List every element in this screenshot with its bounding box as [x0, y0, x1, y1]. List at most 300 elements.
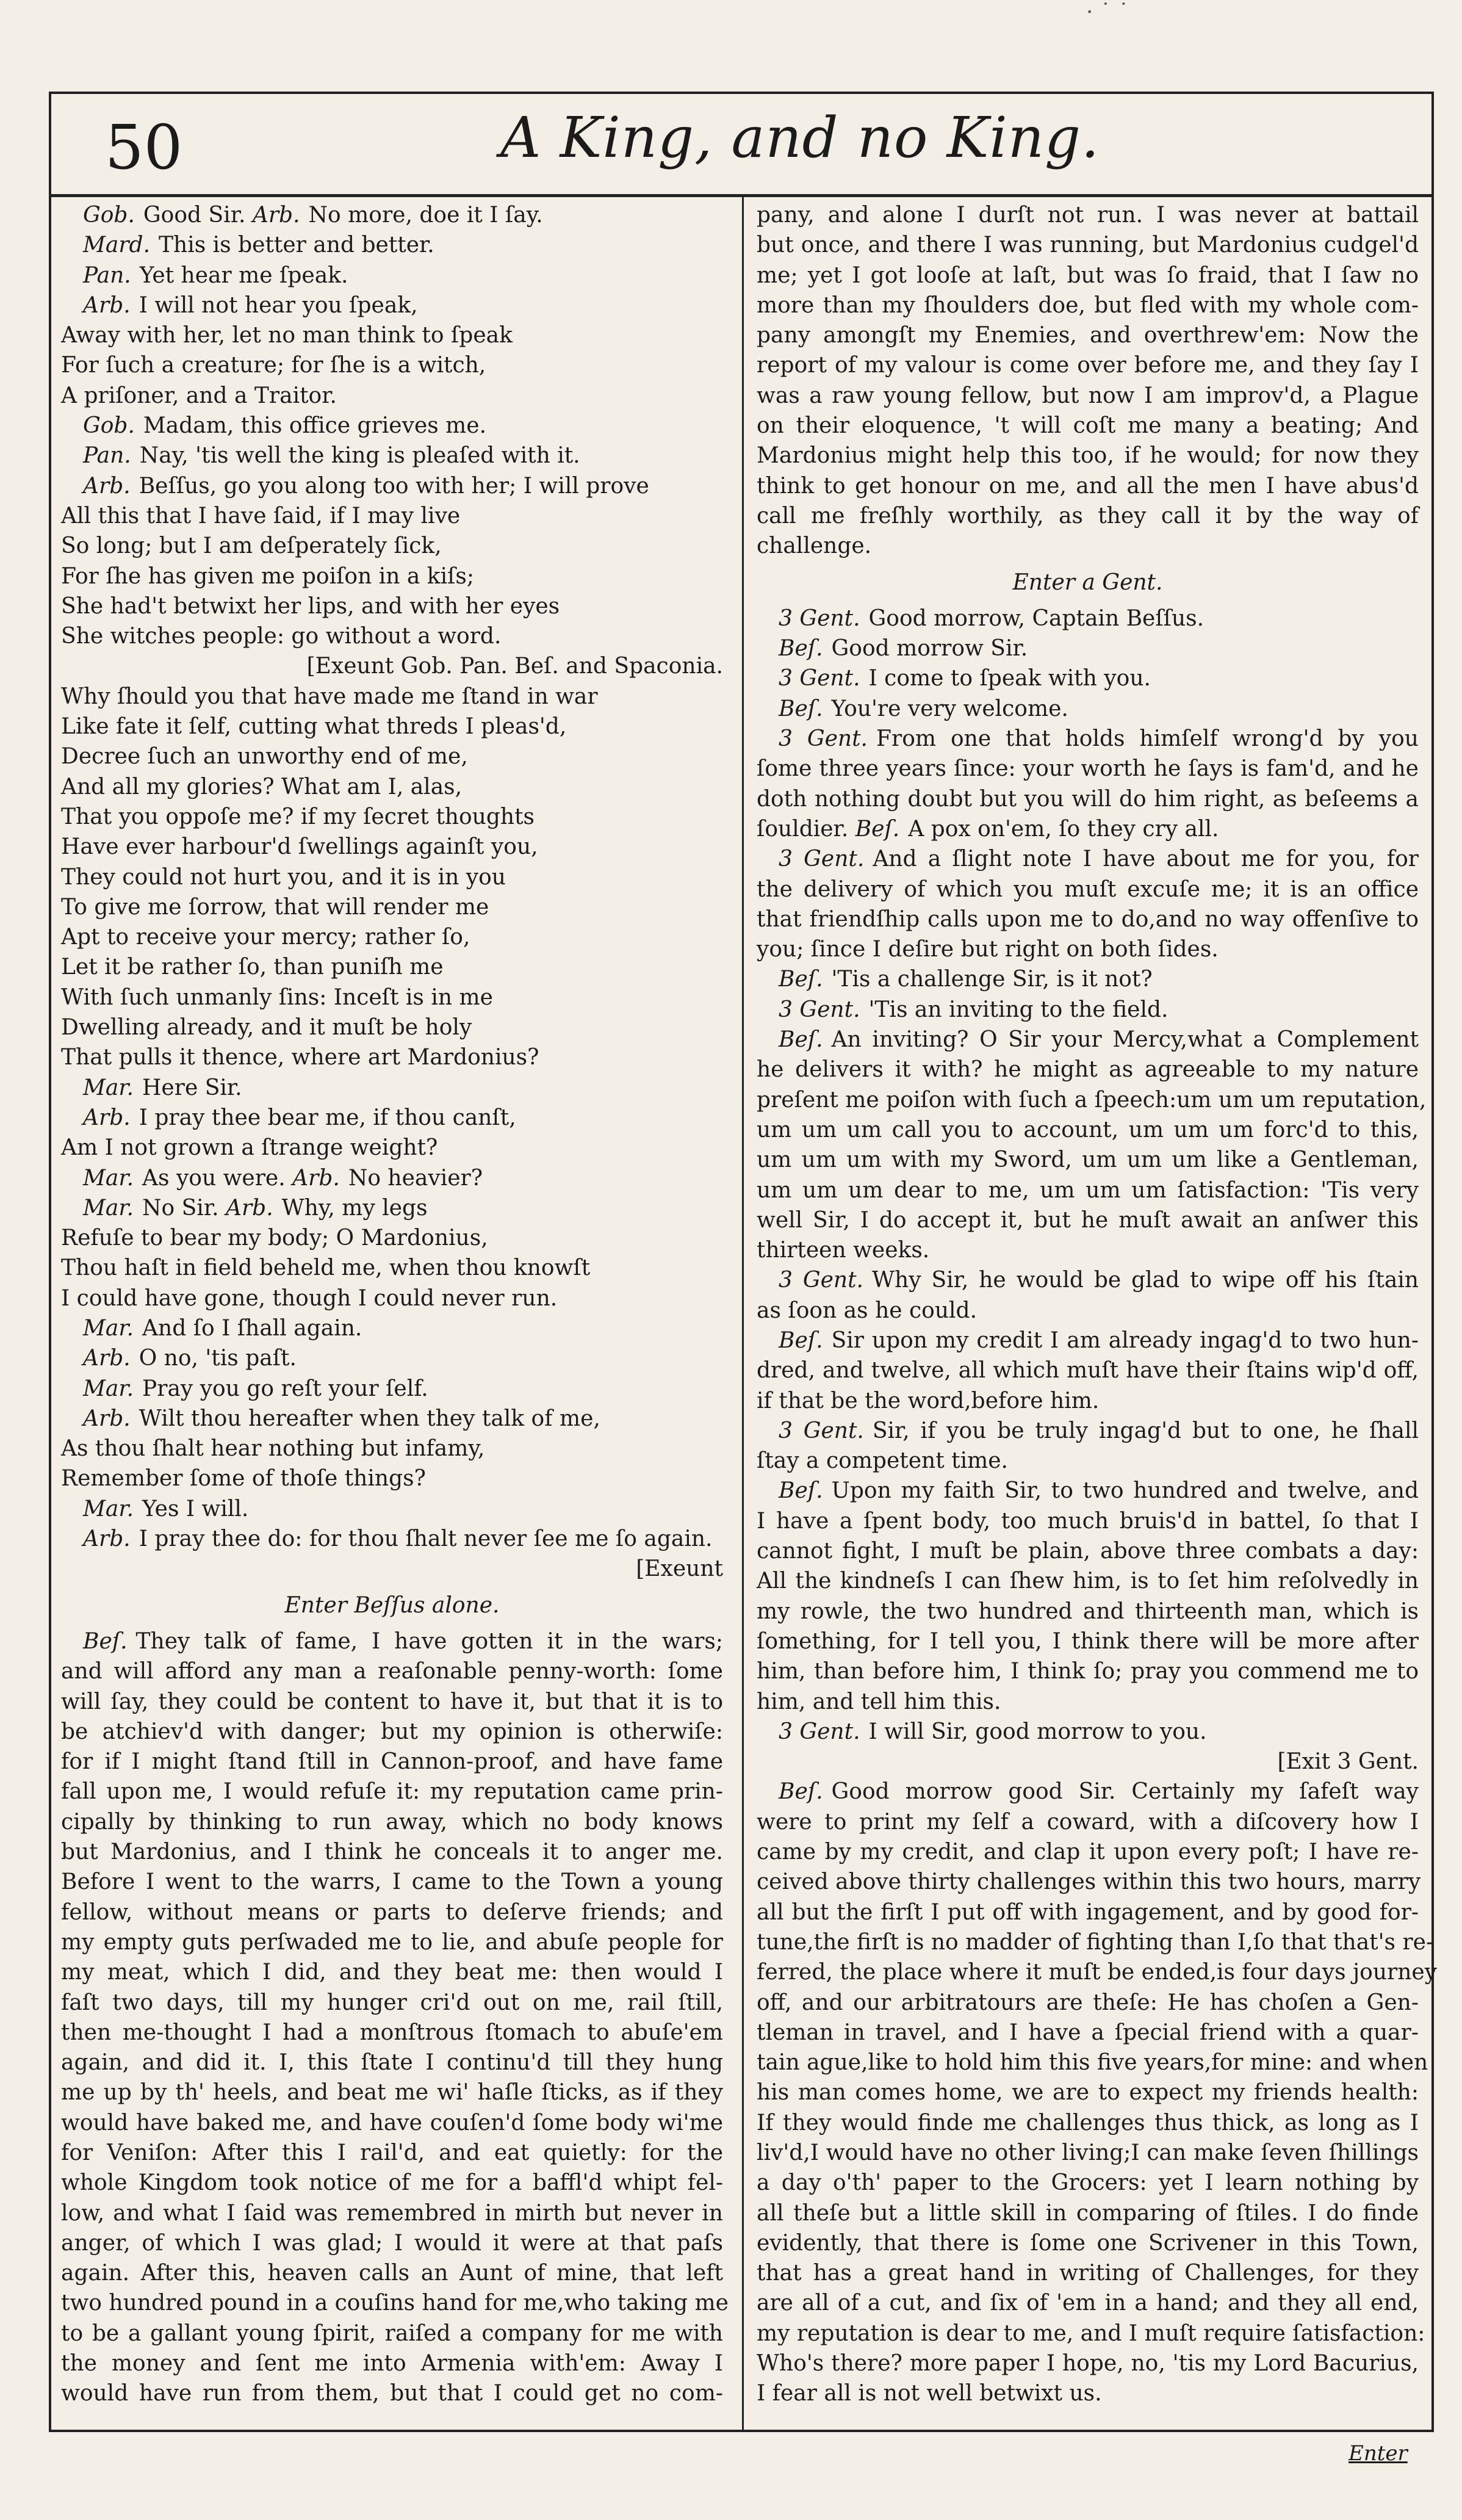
- speaker-name: Arb.: [83, 1346, 131, 1371]
- line-text: I fear all is not well betwixt us.: [757, 2381, 1102, 2406]
- speaker-name: Mard.: [83, 233, 151, 258]
- text-line: [61, 1283, 723, 1313]
- line-text: for Veniſon: After this I rail'd, and eat quietly: for the: [61, 2140, 723, 2165]
- speaker-name: 3 Gent.: [779, 726, 868, 752]
- speech-line: [61, 1404, 723, 1434]
- line-text: you; ſince I deſire but right on both ſides.: [757, 937, 1219, 962]
- speech-line: [757, 1025, 1419, 1055]
- text-line: [757, 754, 1419, 784]
- line-text: 'Tis an inviting to the field.: [868, 997, 1169, 1022]
- line-text: That you oppoſe me? if my ſecret thoughts: [61, 804, 535, 829]
- text-line: [61, 802, 723, 832]
- line-text: came by my credit, and clap it upon every poſt; I have re-: [757, 1839, 1419, 1865]
- line-text: would have baked me, and have couſen'd ſome body wi'me: [61, 2110, 723, 2136]
- speaker-name: 3 Gent.: [779, 847, 865, 872]
- text-line: [61, 1042, 723, 1072]
- line-text: Good Sir.: [143, 203, 253, 228]
- speech-line: [757, 1777, 1419, 1807]
- speech-line: [61, 1073, 723, 1103]
- line-text: Am I not grown a ſtrange weight?: [61, 1135, 438, 1161]
- speech-line: [757, 724, 1419, 754]
- text-line: [61, 952, 723, 982]
- line-text: fellow, without means or parts to deſerve friends; and: [61, 1899, 723, 1925]
- text-line: [61, 892, 723, 922]
- text-line: [757, 2378, 1419, 2408]
- line-text: She had't betwixt her lips, and with her eyes: [61, 593, 560, 619]
- text-line: [61, 1867, 723, 1897]
- stage-direction: Enter a Gent.: [1012, 569, 1163, 595]
- text-line: [757, 1145, 1419, 1175]
- speaker-name: Gob.: [83, 203, 135, 228]
- line-text: I have a ſpent body, too much bruis'd in battel, ſo that I: [757, 1508, 1419, 1534]
- text-line: [61, 2078, 723, 2107]
- text-line: [757, 1807, 1419, 1837]
- text-line: [61, 501, 723, 531]
- line-text: Apt to receive your mercy; rather ſo,: [61, 925, 470, 950]
- speaker-name: Beſ.: [779, 636, 823, 662]
- speech-line: [757, 1476, 1419, 1506]
- speaker-name: Mar.: [83, 1195, 134, 1221]
- speech-line: [757, 604, 1419, 634]
- text-line: [61, 1687, 723, 1717]
- text-line: [757, 2198, 1419, 2228]
- exit-direction: [Exit 3 Gent.: [1277, 1749, 1419, 1775]
- text-line: [757, 1085, 1427, 1115]
- frame-left-rule: [49, 92, 51, 2432]
- text-line: [61, 350, 723, 380]
- speech-line: [61, 1103, 723, 1133]
- line-text: For ſhe has given me poiſon in a kiſs;: [61, 563, 475, 589]
- line-text: That pulls it thence, where art Mardonius?: [61, 1045, 539, 1070]
- text-line: [757, 875, 1419, 904]
- text-line: [757, 2138, 1419, 2168]
- text-line: [757, 2168, 1419, 2198]
- speech-line: [757, 694, 1419, 724]
- text-line: [61, 591, 723, 621]
- line-text: No Sir.: [142, 1195, 226, 1221]
- text-line: [61, 2168, 723, 2198]
- line-text: um um um call you to account, um um um forc'd to this,: [757, 1117, 1419, 1143]
- text-line: [757, 1597, 1419, 1626]
- line-text: evidently, that there is ſome one Scrivener in this Town,: [757, 2230, 1419, 2256]
- speaker-name: Beſ.: [779, 1027, 823, 1053]
- line-text: Yet hear me ſpeak.: [139, 262, 348, 288]
- line-text: I will Sir, good morrow to you.: [868, 1719, 1207, 1744]
- text-line: [757, 2258, 1419, 2288]
- speaker-name: Mar.: [83, 1376, 134, 1401]
- text-line: [757, 1656, 1419, 1686]
- text-line: [61, 1656, 723, 1686]
- speech-line: [757, 1265, 1419, 1295]
- line-text: were to print my ſelf a coward, with a diſcovery how I: [757, 1809, 1419, 1835]
- line-text: I could have gone, though I could never run.: [61, 1285, 558, 1311]
- line-text: cannot fight, I muſt be plain, above three combats a day:: [757, 1539, 1419, 1564]
- speaker-name: Arb.: [292, 1165, 340, 1191]
- text-line: [757, 1205, 1419, 1235]
- line-text: For ſuch a creature; for ſhe is a witch,: [61, 353, 486, 378]
- text-line: [61, 2349, 723, 2378]
- line-text: Good morrow good Sir. Certainly my ſafeſt way: [831, 1779, 1419, 1805]
- speaker-name: Arb.: [83, 292, 131, 318]
- speaker-name: Beſ.: [779, 1478, 823, 1504]
- speech-line: [61, 1163, 723, 1193]
- text-line: [61, 2198, 723, 2228]
- line-text: And a ſlight note I have about me for you, for: [873, 847, 1419, 872]
- speaker-name: Mar.: [83, 1075, 134, 1100]
- line-text: With ſuch unmanly ſins: Inceſt is in me: [61, 984, 493, 1010]
- line-text: A priſoner, and a Traitor.: [61, 383, 337, 408]
- speaker-name: 3 Gent.: [779, 997, 860, 1022]
- line-text: him, than before him, I think ſo; pray you commend me to: [757, 1659, 1419, 1684]
- text-line: [61, 1837, 723, 1867]
- line-text: They could not hurt you, and it is in you: [61, 864, 506, 890]
- speech-line: [757, 995, 1419, 1025]
- line-text: call me freſhly worthily, as they call it by the way of: [757, 503, 1419, 529]
- text-line: [61, 1223, 723, 1253]
- line-text: as ſoon as he could.: [757, 1298, 978, 1323]
- line-text: As you were.: [142, 1165, 293, 1191]
- text-line: [757, 411, 1419, 441]
- line-text: again. After this, heaven calls an Aunt of mine, that left: [61, 2261, 723, 2286]
- line-text: are all of a cut, and ſix of 'em in a hand; and they all end,: [757, 2291, 1419, 2316]
- speech-line: [61, 1343, 723, 1373]
- text-line: [757, 531, 1419, 561]
- speech-line: [61, 261, 723, 291]
- right-column: [757, 200, 1438, 2409]
- line-text: all theſe but a little skill in comparing of ſtiles. I do finde: [757, 2200, 1419, 2226]
- text-line: [757, 2108, 1419, 2138]
- speaker-name: Mar.: [83, 1496, 134, 1522]
- text-line: [757, 1626, 1419, 1656]
- text-line: [757, 814, 1419, 844]
- text-line: [757, 1927, 1434, 1957]
- line-text: I will not hear you ſpeak,: [139, 292, 418, 318]
- speech-line: [61, 1374, 723, 1404]
- text-line: [61, 983, 723, 1013]
- text-line: [757, 1957, 1438, 1987]
- text-line: [757, 2048, 1428, 2078]
- line-text: They talk of fame, I have gotten it in the wars;: [135, 1628, 723, 1654]
- line-text: think to get honour on me, and all the men I have abus'd: [757, 473, 1419, 499]
- line-text: two hundred pound in a couſins hand for me,who taking me: [61, 2291, 729, 2316]
- line-text: Decree ſuch an unworthy end of me,: [61, 744, 468, 770]
- left-column: [61, 200, 729, 2409]
- speaker-name: Mar.: [83, 1315, 134, 1341]
- line-text: ceived above thirty challenges within this two hours, marry: [757, 1869, 1421, 1895]
- speaker-name: 3 Gent.: [779, 1418, 864, 1443]
- line-text: was a raw young fellow, but now I am improv'd, a Plague: [757, 383, 1419, 408]
- text-line: [757, 350, 1419, 380]
- text-line: [61, 1717, 723, 1747]
- speech-line: [61, 1494, 723, 1524]
- text-line: [61, 742, 723, 771]
- text-line: [757, 1506, 1419, 1536]
- text-line: [61, 1897, 723, 1927]
- speech-line: [61, 1626, 723, 1656]
- speech-line: [757, 663, 1419, 693]
- line-text: but once, and there I was running, but Mardonius cudgel'd: [757, 233, 1419, 258]
- speaker-name: Beſ.: [83, 1628, 128, 1654]
- text-line: [61, 1253, 723, 1283]
- line-text: I pray thee bear me, if thou canſt,: [139, 1105, 516, 1130]
- line-text: challenge.: [757, 533, 872, 559]
- line-text: Pray you go reſt your ſelf.: [142, 1376, 428, 1401]
- line-text: Sir upon my credit I am already ingag'd to two hun-: [831, 1327, 1419, 1353]
- line-text: off, and our arbitratours are theſe: He has choſen a Gen-: [757, 1990, 1419, 2015]
- line-text: Good morrow Sir.: [831, 636, 1028, 662]
- text-line: [61, 2378, 723, 2408]
- line-text: O no, 'tis paſt.: [139, 1346, 297, 1371]
- speech-line: [61, 291, 723, 320]
- text-line: [61, 2018, 723, 2048]
- line-text: me up by th' heels, and beat me wi' haſle ſticks, as if they: [61, 2080, 723, 2106]
- text-line: [61, 1957, 723, 1987]
- text-line: [757, 1356, 1419, 1385]
- line-text: anger, of which I was glad; I would it were at that paſs: [61, 2230, 723, 2256]
- catchword: Enter: [1349, 2441, 1408, 2466]
- text-line: [61, 2258, 723, 2288]
- line-text: And all my glories? What am I, alas,: [61, 774, 463, 800]
- text-line: [61, 1013, 723, 1042]
- line-text: I come to ſpeak with you.: [868, 666, 1151, 691]
- text-line: [61, 531, 723, 561]
- line-text: for if I might ſtand ſtill in Cannon-proof, and have fame: [61, 1749, 723, 1775]
- text-line: [61, 2228, 723, 2258]
- line-text: Away with her, let no man think to ſpeak: [61, 323, 513, 348]
- text-line: [61, 1988, 723, 2018]
- line-text: From one that holds himſelf wrong'd by you: [876, 726, 1419, 752]
- line-text: As thou ſhalt hear nothing but infamy,: [61, 1436, 485, 1462]
- line-text: on their eloquence, 't will coſt me many a beating; And: [757, 413, 1419, 439]
- footer-rule: [49, 2430, 1434, 2432]
- column-divider: [742, 197, 744, 2430]
- line-text: Upon my faith Sir, to two hundred and twelve, and: [831, 1478, 1419, 1504]
- line-text: him, and tell him this.: [757, 1689, 1001, 1714]
- line-text: A pox on'em, ſo they cry all.: [908, 816, 1219, 842]
- speech-line: [757, 634, 1419, 663]
- line-text: Mardonius might help this too, if he would; for now they: [757, 443, 1419, 469]
- line-text: again, and did it. I, this ſtate I continu'd till they hung: [61, 2050, 723, 2076]
- line-text: tune,the firſt is no madder of fighting than I,ſo that that's re-: [757, 1929, 1434, 1955]
- text-line: [61, 1464, 723, 1493]
- line-text: All this that I have ſaid, if I may live: [61, 503, 461, 529]
- frame-right-rule: [1431, 92, 1434, 2432]
- line-text: a day o'th' paper to the Grocers: yet I learn nothing by: [757, 2170, 1419, 2196]
- speaker-name: Mar.: [83, 1165, 134, 1191]
- text-line: [757, 261, 1419, 291]
- line-text: ſtay a competent time.: [757, 1448, 1008, 1474]
- running-title: A King, and no King.: [500, 105, 1100, 170]
- line-text: his man comes home, we are to expect my friends health:: [757, 2080, 1419, 2106]
- line-text: tleman in travel, and I have a ſpecial friend with a quar-: [757, 2020, 1419, 2045]
- line-text: No heavier?: [348, 1165, 483, 1191]
- speech-line: [61, 471, 723, 501]
- line-text: Why Sir, he would be glad to wipe off his ſtain: [872, 1268, 1419, 1293]
- text-line: [61, 712, 723, 742]
- speaker-name: Arb.: [225, 1195, 273, 1221]
- text-line: [757, 1837, 1419, 1867]
- line-text: low, and what I ſaid was remembred in mirth but never in: [61, 2200, 723, 2226]
- line-text: thirteen weeks.: [757, 1238, 930, 1263]
- text-line: [61, 2048, 723, 2078]
- speaker-name: Beſ.: [779, 1779, 823, 1805]
- line-text: pany amongſt my Enemies, and overthrew'em: Now the: [757, 323, 1419, 348]
- speaker-name: Arb.: [83, 1406, 131, 1431]
- line-text: Remember ſome of thoſe things?: [61, 1466, 426, 1492]
- text-line: [757, 1687, 1419, 1717]
- line-text: that friendſhip calls upon me to do,and no way offenſive to: [757, 906, 1419, 932]
- text-line: [61, 1747, 723, 1777]
- text-line: [61, 2138, 723, 2168]
- text-line: [757, 784, 1419, 814]
- text-line: [757, 320, 1419, 350]
- text-line: [61, 381, 723, 411]
- text-line: [61, 1927, 723, 1957]
- text-line: [61, 561, 723, 591]
- text-line: [757, 1536, 1419, 1566]
- line-text: whole Kingdom took notice of me for a baffl'd whipt fel-: [61, 2170, 723, 2196]
- line-text: more than my ſhoulders doe, but fled with my whole com-: [757, 292, 1419, 318]
- speaker-name: 3 Gent.: [779, 666, 860, 691]
- line-text: um um um dear to me, um um um ſatisfaction: 'Tis very: [757, 1177, 1419, 1203]
- speech-line: [757, 1717, 1419, 1747]
- line-text: liv'd,I would have no other living;I can make ſeven ſhillings: [757, 2140, 1419, 2165]
- speaker-name: 3 Gent.: [779, 1719, 860, 1744]
- text-line: [757, 200, 1419, 230]
- text-line: [61, 1434, 723, 1464]
- speech-line: [757, 964, 1419, 994]
- line-text: and will afford any man a reaſonable penny-worth: ſome: [61, 1659, 723, 1684]
- text-line: [757, 1386, 1419, 1416]
- line-text: Dwelling already, and it muſt be holy: [61, 1015, 472, 1041]
- line-text: well Sir, I do accept it, but he muſt await an anſwer this: [757, 1207, 1419, 1233]
- text-line: [61, 2288, 729, 2318]
- text-line: [757, 1235, 1419, 1265]
- line-text: Who's there? more paper I hope, no, 'tis my Lord Bacurius,: [757, 2351, 1419, 2377]
- line-text: my meat, which I did, and they beat me: then would I: [61, 1960, 723, 1985]
- text-line: [757, 501, 1419, 531]
- line-text: ferred, the place where it muſt be ended,is four days journey: [757, 1960, 1438, 1985]
- line-text: Have ever harbour'd ſwellings againſt you,: [61, 834, 538, 860]
- line-text: ſomething, for I tell you, I think there will be more after: [757, 1628, 1419, 1654]
- text-line: [757, 2288, 1419, 2318]
- stage-direction: Enter Beſſus alone.: [284, 1592, 500, 1618]
- line-text: but Mardonius, and I think he conceals it to anger me.: [61, 1839, 723, 1865]
- line-text: me; yet I got looſe at laſt, but was ſo fraid, that I ſaw no: [757, 262, 1419, 288]
- line-text: he delivers it with? he might as agreeable to my nature: [757, 1057, 1419, 1083]
- speech-line: [61, 1524, 723, 1554]
- line-text: all but the firſt I put off with ingagement, and by good for-: [757, 1899, 1419, 1925]
- text-line: [757, 1566, 1419, 1596]
- speaker-name: Beſ.: [779, 1327, 823, 1353]
- speech-line: [61, 1313, 723, 1343]
- speaker-name: Arb.: [252, 203, 300, 228]
- speaker-name: Beſ.: [855, 816, 900, 842]
- line-text: would have run from them, but that I could get no com-: [61, 2381, 723, 2406]
- line-text: will ſay, they could be content to have it, but that it is to: [61, 1689, 723, 1714]
- line-text: If they would finde me challenges thus thick, as long as I: [757, 2110, 1419, 2136]
- text-line: [61, 2319, 723, 2349]
- line-text: um um um with my Sword, um um um like a Gentleman,: [757, 1147, 1419, 1173]
- text-line: [757, 1055, 1419, 1085]
- text-line: [757, 2228, 1419, 2258]
- line-text: I pray thee do: for thou ſhalt never ſee me ſo again.: [139, 1526, 713, 1552]
- text-line: [757, 904, 1419, 934]
- text-line: [757, 471, 1419, 501]
- text-line: [757, 1897, 1419, 1927]
- line-text: tain ague,like to hold him this five years,for mine: and when: [757, 2050, 1428, 2076]
- text-line: [61, 320, 723, 350]
- line-text: dred, and twelve, all which muſt have their ſtains wip'd off,: [757, 1358, 1419, 1384]
- line-text: Before I went to the warrs, I came to the Town a young: [61, 1869, 723, 1895]
- text-line: [61, 1133, 723, 1163]
- speech-line: [757, 1416, 1419, 1446]
- text-line: [757, 2319, 1425, 2349]
- speaker-name: Beſ.: [779, 696, 823, 721]
- text-line: [61, 772, 723, 802]
- speech-line: [757, 1326, 1419, 1356]
- line-text: to be a gallant young ſpirit, raiſed a company for me with: [61, 2320, 723, 2346]
- line-text: cipally by thinking to run away, which no body knows: [61, 1809, 723, 1835]
- exit-direction: [Exeunt Gob. Pan. Beſ. and Spaconia.: [306, 654, 723, 679]
- line-text: then me-thought I had a monſtrous ſtomach to abuſe'em: [61, 2020, 723, 2045]
- speaker-name: Beſ.: [779, 967, 823, 992]
- line-text: Here Sir.: [142, 1075, 242, 1100]
- line-text: Nay, 'tis well the king is pleaſed with it.: [139, 443, 580, 469]
- header-rule-top: [49, 92, 1434, 94]
- line-text: report of my valour is come over before me, and they ſay I: [757, 353, 1419, 378]
- speaker-name: Arb.: [83, 1526, 131, 1552]
- text-line: [757, 230, 1419, 260]
- header-rule-bottom: [49, 194, 1434, 197]
- speech-line: [61, 441, 723, 471]
- line-text: Sir, if you be truly ingag'd but to one, he ſhall: [872, 1418, 1419, 1443]
- text-line: [757, 381, 1419, 411]
- speech-line: [61, 411, 723, 441]
- line-text: if that be the word,before him.: [757, 1388, 1100, 1413]
- line-text: Refuſe to bear my body; O Mardonius,: [61, 1226, 488, 1251]
- text-line: [757, 1446, 1419, 1476]
- line-text: Wilt thou hereafter when they talk of me,: [139, 1406, 600, 1431]
- text-line: [61, 832, 723, 862]
- line-text: pany, and alone I durſt not run. I was never at battail: [757, 203, 1419, 228]
- line-text: Why, my legs: [281, 1195, 428, 1221]
- line-text: Why ſhould you that have made me ſtand in war: [61, 684, 598, 709]
- line-text: the delivery of which you muſt excuſe me; it is an office: [757, 876, 1419, 902]
- text-line: [757, 1296, 1419, 1326]
- text-line: [61, 621, 723, 651]
- text-line: [61, 922, 723, 952]
- text-line: [61, 862, 723, 892]
- speech-line: [61, 200, 723, 230]
- line-text: Like fate it ſelf, cutting what threds I pleas'd,: [61, 714, 567, 740]
- text-line: [61, 1777, 723, 1807]
- line-text: She witches people: go without a word.: [61, 624, 502, 649]
- speech-line: [61, 230, 723, 260]
- line-text: Yes I will.: [142, 1496, 249, 1522]
- line-text: Beſſus, go you along too with her; I will prove: [139, 473, 649, 499]
- text-line: [61, 1807, 723, 1837]
- line-text: All the kindneſs I can ſhew him, is to ſet him reſolvedly in: [757, 1569, 1419, 1594]
- text-line: [757, 1988, 1419, 2018]
- line-text: my reputation is dear to me, and I muſt require ſatisfaction:: [757, 2320, 1425, 2346]
- line-text: 'Tis a challenge Sir, is it not?: [831, 967, 1153, 992]
- text-line: [61, 682, 723, 712]
- text-line: [757, 2018, 1419, 2048]
- page-number: 50: [105, 112, 183, 183]
- speaker-name: Pan.: [83, 443, 131, 469]
- line-text: ſome three years ſince: your worth he ſays is fam'd, and he: [757, 756, 1419, 782]
